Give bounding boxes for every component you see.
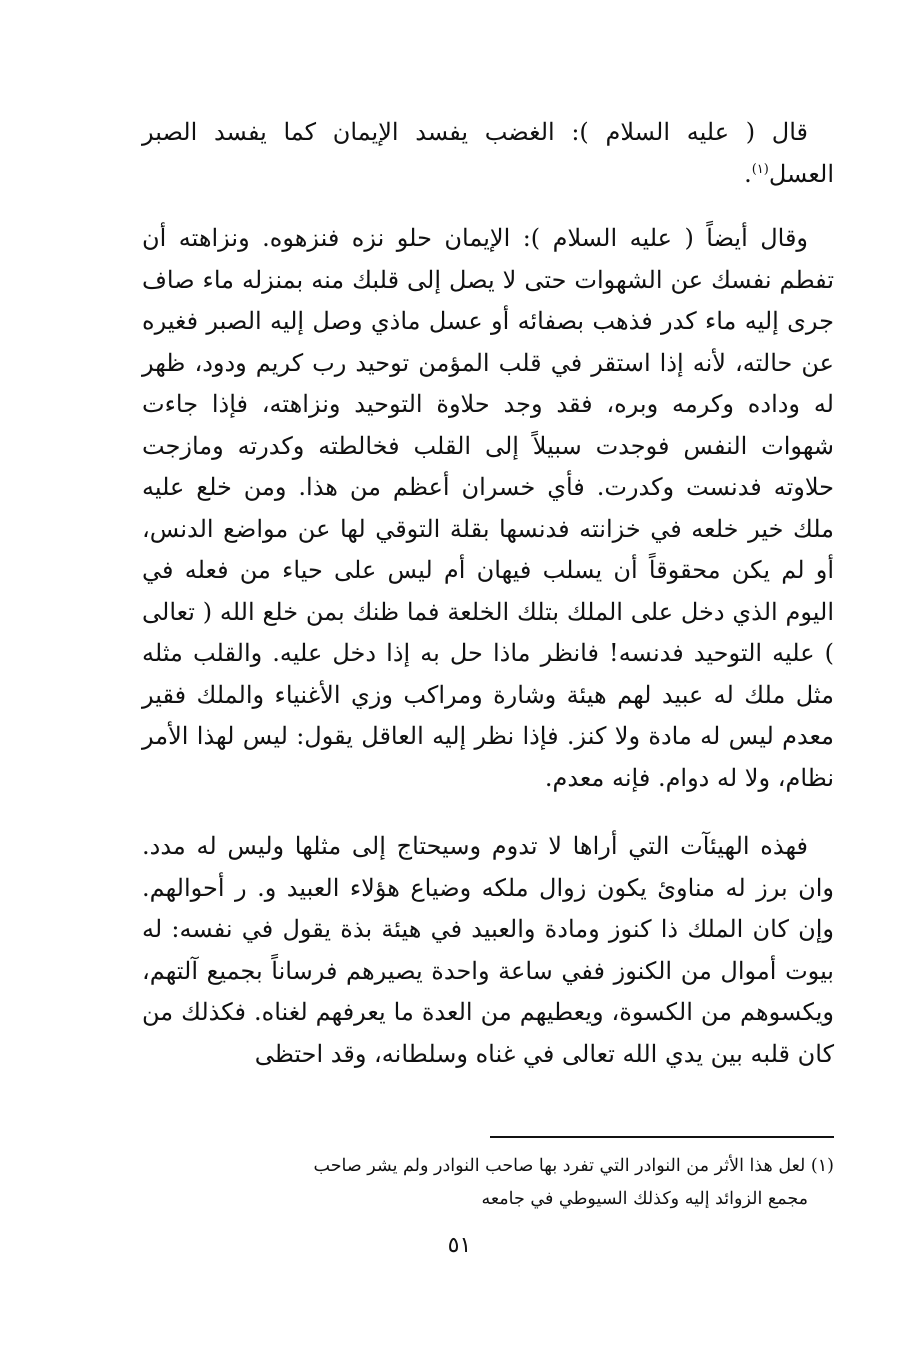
footnote-reference: (١) <box>751 161 769 177</box>
main-text <box>142 112 834 195</box>
footnote <box>142 1150 834 1216</box>
paragraph-1-text: قال ( عليه السلام ): الغضب يفسد الإيمان كما يفسد الصبر العسل <box>142 118 834 188</box>
main-text-3 <box>142 826 834 1075</box>
page-number: ٥١ <box>447 1233 472 1258</box>
footnote-line-1: (١) لعل هذا الأثر من النوادر التي تفرد بها صاحب النوادر ولم يشر صاحب <box>313 1156 834 1176</box>
paragraph-3: فهذه الهيئآت التي أراها لا تدوم وسيحتاج إلى مثلها وليس له مدد. وان برز له مناوئ يكون زوال ملكه وضياع هؤلاء العبيد و. ر أحوالهم. وإن كان الملك ذا كنوز ومادة والعبيد في هيئة بذة يقول في نفسه: له بيوت أموال من الكنوز ففي ساعة واحدة يصيرهم فرساناً بجميع آلتهم، ويكسوهم من الكسوة، ويعطيهم من العدة ما يعرفهم لغناه. فكذلك من كان قلبه بين يدي الله تعالى في غناه وسلطانه، وقد احتظى <box>142 832 834 1068</box>
paragraph-2: وقال أيضاً ( عليه السلام ): الإيمان حلو نزه فنزهوه. ونزاهته أن تفطم نفسك عن الشهوات حتى لا يصل إلى قلبك منه بمنزله ماء صاف جرى إليه ماء كدر فذهب بصفائه أو عسل ماذي وصل إليه الصبر فغيره عن حالته، لأنه إذا استقر في قلب المؤمن توحيد رب كريم ودود، ظهر له وداده وكرمه وبره، فقد وجد حلاوة التوحيد ونزاهته، فإذا جاءت شهوات النفس فوجدت سبيلاً إلى القلب فخالطته وكدرته ومازجت حلاوته فدنست وكدرت. فأي خسران أعظم من هذا. ومن خلع عليه ملك خير خلعه في خزانته فدنسها بقلة التوقي لها عن مواضع الدنس، أو لم يكن محقوقاً أن يسلب فيهان أم ليس على حياء من فعله في اليوم الذي دخل على الملك بتلك الخلعة فما ظنك بمن خلع الله ( تعالى ) عليه التوحيد فدنسه! فانظر ماذا حل به إذا دخل عليه. والقلب مثله مثل ملك له عبيد لهم هيئة وشارة ومراكب وزي الأغنياء والملك فقير معدم ليس له مادة ولا كنز. فإذا نظر إليه العاقل يقول: ليس لهذا الأمر نظام، ولا له دوام. فإنه معدم. <box>142 224 834 792</box>
footnote-line-2: مجمع الزوائد إليه وكذلك السيوطي في جامعه <box>481 1189 808 1209</box>
paragraph-1 <box>142 112 834 195</box>
paragraph-1-end: . <box>744 159 752 188</box>
footnote-divider <box>490 1136 834 1138</box>
main-text-2 <box>142 218 834 799</box>
